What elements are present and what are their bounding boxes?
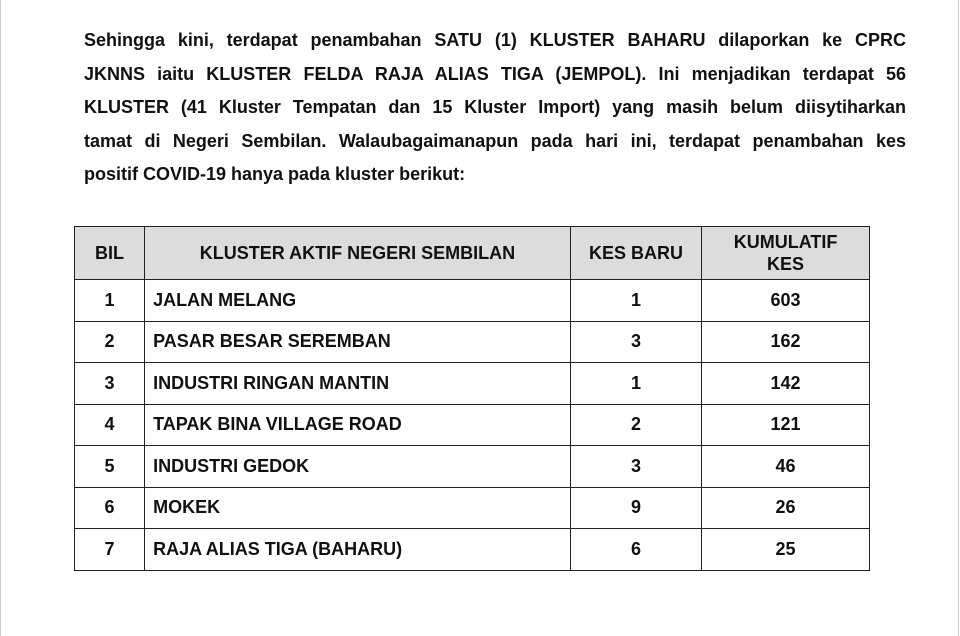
header-bil: BIL [75, 227, 145, 280]
cell-cluster-name: JALAN MELANG [145, 280, 571, 322]
table-row [75, 446, 870, 488]
cell-bil: 1 [75, 280, 145, 322]
table-row [75, 280, 870, 322]
table-header [75, 227, 870, 280]
cell-kumulatif: 121 [702, 404, 870, 446]
cell-cluster-name: PASAR BESAR SEREMBAN [145, 321, 571, 363]
cell-kumulatif: 142 [702, 363, 870, 405]
cell-cluster-name: RAJA ALIAS TIGA (BAHARU) [145, 529, 571, 571]
cell-kes-baru: 1 [570, 363, 701, 405]
header-kes-baru: KES BARU [570, 227, 701, 280]
intro-paragraph [84, 24, 906, 192]
paragraph-line: JKNNS iaitu KLUSTER FELDA RAJA ALIAS TIGA (JEMPOL). Ini menjadikan terdapat 56 [84, 63, 906, 84]
table-row [75, 487, 870, 529]
cell-cluster-name: MOKEK [145, 487, 571, 529]
header-kumulatif-label: KUMULATIF KES [733, 232, 838, 274]
header-cluster-name: KLUSTER AKTIF NEGERI SEMBILAN [145, 227, 571, 280]
cell-bil: 7 [75, 529, 145, 571]
table-row [75, 321, 870, 363]
cell-bil: 2 [75, 321, 145, 363]
page-left-edge [0, 0, 1, 636]
cell-bil: 4 [75, 404, 145, 446]
cell-cluster-name: TAPAK BINA VILLAGE ROAD [145, 404, 571, 446]
table-row [75, 404, 870, 446]
page-right-edge [958, 0, 959, 636]
table-row [75, 529, 870, 571]
cell-kes-baru: 3 [570, 321, 701, 363]
table-header-row [75, 227, 870, 280]
paragraph-line: Sehingga kini, terdapat penambahan SATU (1) KLUSTER BAHARU dilaporkan ke CPRC [84, 30, 906, 50]
cell-cluster-name: INDUSTRI GEDOK [145, 446, 571, 488]
cell-bil: 3 [75, 363, 145, 405]
cell-bil: 6 [75, 487, 145, 529]
cell-kumulatif: 26 [702, 487, 870, 529]
cell-kes-baru: 3 [570, 446, 701, 488]
cell-kes-baru: 6 [570, 529, 701, 571]
cell-kumulatif: 25 [702, 529, 870, 571]
cell-kes-baru: 2 [570, 404, 701, 446]
cell-kumulatif: 46 [702, 446, 870, 488]
cell-kes-baru: 1 [570, 280, 701, 322]
cell-bil: 5 [75, 446, 145, 488]
paragraph-line: KLUSTER (41 Kluster Tempatan dan 15 Kluster Import) yang masih belum diisytiharkan [84, 97, 906, 117]
active-cluster-table [74, 226, 870, 571]
cell-kumulatif: 162 [702, 321, 870, 363]
table-row [75, 363, 870, 405]
paragraph-line: tamat di Negeri Sembilan. Walaubagaimanapun pada hari ini, terdapat penambahan kes [84, 130, 906, 151]
cell-kes-baru: 9 [570, 487, 701, 529]
cell-cluster-name: INDUSTRI RINGAN MANTIN [145, 363, 571, 405]
paragraph-line: positif COVID-19 hanya pada kluster berikut: [84, 164, 466, 184]
table-body [75, 280, 870, 571]
cell-kumulatif: 603 [702, 280, 870, 322]
header-kumulatif-kes [702, 227, 870, 280]
